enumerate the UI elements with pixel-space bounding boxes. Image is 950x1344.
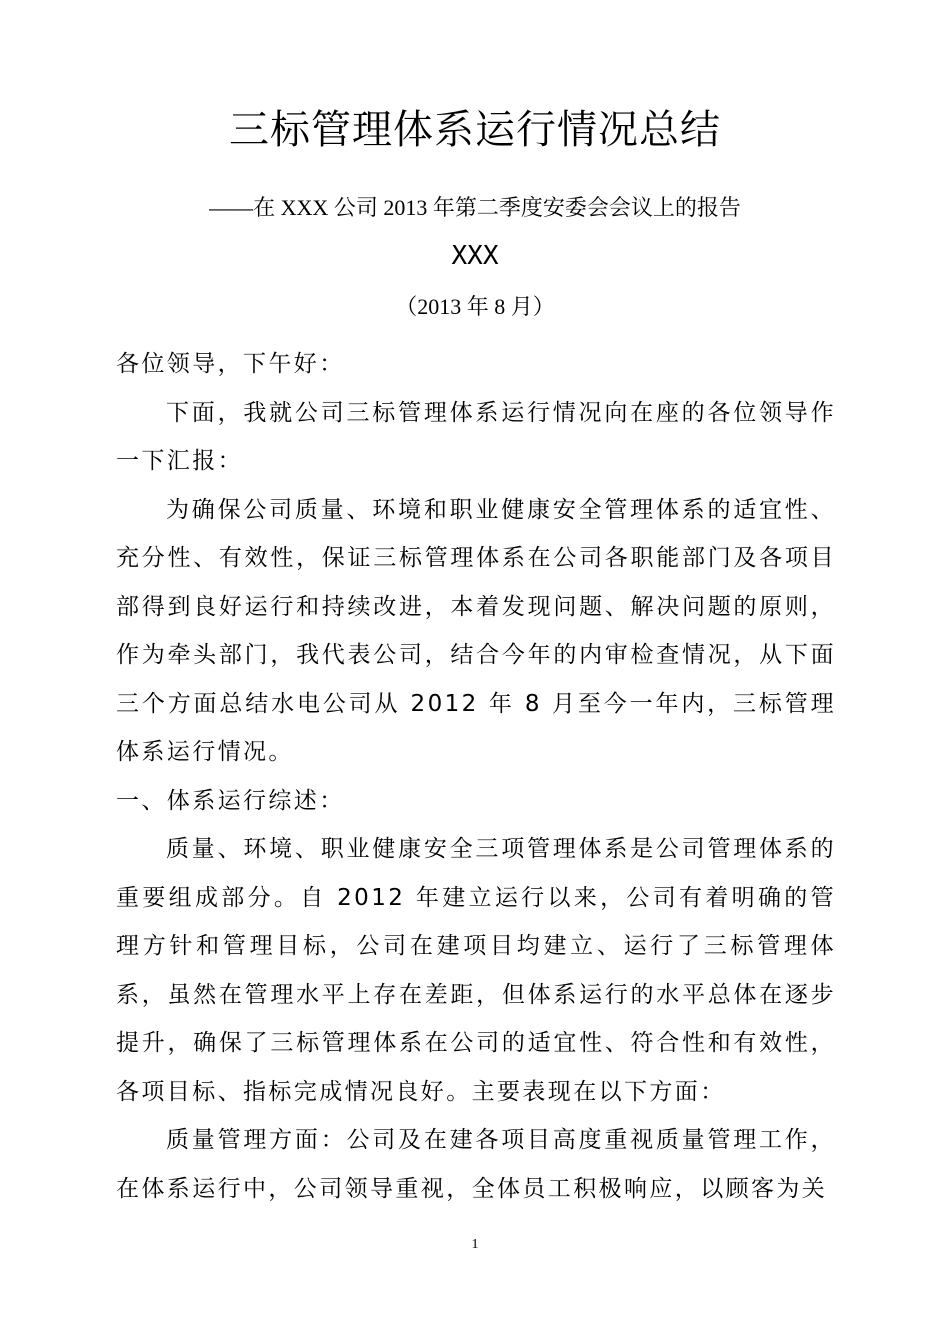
document-author: XXX — [451, 241, 499, 271]
overview-paragraph: 质量、环境、职业健康安全三项管理体系是公司管理体系的重要组成部分。自 2012 年建立运行以来，公司有着明确的管理方针和管理目标，公司在建项目均建立、运行了三标管理体系，虽然在管理水平上存在差距，但体系运行的水平总体在逐步提升，确保了三标管理体系在公司的适宜性、符合性和有效性，各项目标、指标完成情况良好。主要表现在以下方面： — [116, 836, 836, 1105]
quality-paragraph: 质量管理方面：公司及在建各项目高度重视质量管理工作，在体系运行中，公司领导重视，全体员工积极响应，以顾客为关 — [116, 1127, 836, 1202]
purpose-paragraph: 为确保公司质量、环境和职业健康安全管理体系的适宜性、充分性、有效性，保证三标管理体系在公司各职能部门及各项目部得到良好运行和持续改进，本着发现问题、解决问题的原则，作为牵头部门，我代表公司，结合今年的内审检查情况，从下面三个方面总结水电公司从 2012 年 8 月至今一年内，三标管理体系运行情况。 — [116, 496, 836, 765]
document-body — [116, 340, 836, 1213]
document-date: （2013 年 8 月） — [395, 294, 555, 319]
section-heading: 一、体系运行综述： — [116, 787, 345, 814]
page-number: 1 — [471, 1237, 479, 1252]
intro-paragraph: 下面，我就公司三标管理体系运行情况向在座的各位领导作一下汇报： — [116, 399, 836, 474]
document-title: 三标管理体系运行情况总结 — [229, 107, 721, 153]
document-subtitle: ——在 XXX 公司 2013 年第二季度安委会会议上的报告 — [209, 195, 741, 220]
salutation-paragraph: 各位领导，下午好： — [116, 351, 345, 377]
